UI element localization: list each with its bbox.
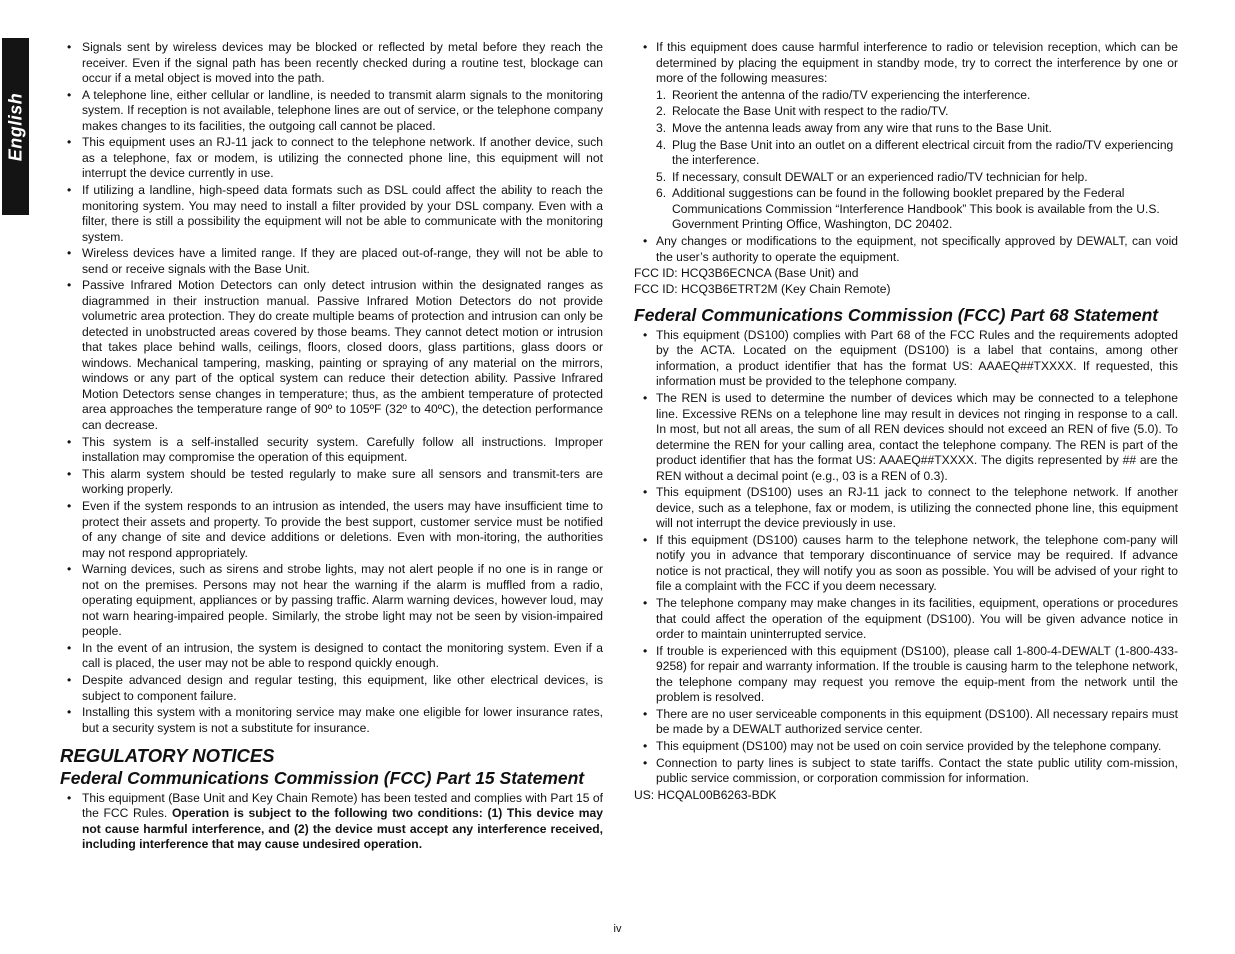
interference-list <box>634 40 1178 265</box>
us-identifier: US: HCQAL00B6263-BDK <box>634 788 777 802</box>
list-item: • If utilizing a landline, high-speed data formats such as DSL could affect the ability to reach the monitoring system. You may need to install a filter provided by your DSL company. Even with a filter, there is still a possibility the equipment will not be able to communicate with the monitoring system. <box>60 183 603 245</box>
page-number: iv <box>613 923 622 935</box>
part15-list <box>60 791 603 853</box>
list-item: • Connection to party lines is subject to state tariffs. Contact the state public utility com-mission, public service commission, or corporation commission for information. <box>634 756 1178 787</box>
list-item: • If trouble is experienced with this equipment (DS100), please call 1-800-4-DEWALT (1-800-433-9258) for repair and warranty information. If the trouble is causing harm to the telephone network, the telephone company may request you remove the equip-ment from the network until the problem is resolved. <box>634 644 1178 706</box>
fcc-id-remote: FCC ID: HCQ3B6ETRT2M (Key Chain Remote) <box>634 281 891 296</box>
measure-item: 4. Plug the Base Unit into an outlet on a different electrical circuit from the radio/TV experiencing the interference. <box>656 137 1174 168</box>
list-item: • This system is a self-installed security system. Carefully follow all instructions. Improper installation may compromise the operation of this equipment. <box>60 435 603 466</box>
measures-list <box>656 88 1178 233</box>
list-item <box>60 791 603 853</box>
interference-intro: If this equipment does cause harmful interference to radio or television reception, which can be determined by placing the equipment in standby mode, try to correct the interference by one or more of the following measures: <box>656 40 1178 85</box>
list-item: • This equipment (DS100) may not be used on coin service provided by the telephone company. <box>634 739 1178 755</box>
list-item: • The REN is used to determine the number of devices which may be connected to a telephone line. Excessive RENs on a telephone line may result in devices not ringing in response to a call. In most, but not all areas, the sum of all REN devices should not exceed an REN of five (5.0). To determine the REN for your calling area, contact the telephone company. The REN is part of the product identifier that has the format US: AAAEQ##TXXXX. The digits represented by ## are the REN without a decimal point (e.g., 03 is a REN of 0.3). <box>634 391 1178 484</box>
regulatory-notices-heading: REGULATORY NOTICES <box>60 745 275 767</box>
list-item: • Even if the system responds to an intrusion as intended, the users may have insufficient time to protect their assets and property. To provide the best support, customer service must be notified of any change of site and device additions or deletions. Even with mon-itoring, the authorities may not respond appropriately. <box>60 499 603 561</box>
measure-item: 5. If necessary, consult DEWALT or an experienced radio/TV technician for help. <box>656 169 1088 184</box>
list-item: • This equipment uses an RJ-11 jack to connect to the telephone network. If another device, such as a telephone, fax or modem, is utilizing the connected phone line, this equipment will not interrupt the device currently in use. <box>60 135 603 182</box>
language-tab <box>2 38 29 215</box>
measure-item: 2. Relocate the Base Unit with respect to the radio/TV. <box>656 104 949 119</box>
list-item: • The telephone company may make changes in its facilities, equipment, operations or procedures that could affect the operation of the equipment (DS100). You will be given advance notice in order to maintain uninterrupted service. <box>634 596 1178 643</box>
measure-item: 3. Move the antenna leads away from any wire that runs to the Base Unit. <box>656 120 1052 135</box>
list-item: • Installing this system with a monitoring service may make one eligible for lower insurance rates, but a security system is not a substitute for insurance. <box>60 705 603 736</box>
fcc-id-base-unit: FCC ID: HCQ3B6ECNCA (Base Unit) and <box>634 266 859 281</box>
fcc-part68-heading: Federal Communications Commission (FCC) Part 68 Statement <box>634 305 1159 326</box>
list-item: • A telephone line, either cellular or landline, is needed to transmit alarm signals to the monitoring system. If reception is not available, telephone lines are out of service, or the telephone company makes changes to its facilities, the outgoing call cannot be placed. <box>60 88 603 135</box>
measure-item: 1. Reorient the antenna of the radio/TV experiencing the interference. <box>656 87 1031 102</box>
list-item: • This alarm system should be tested regularly to make sure all sensors and transmit-ters are working properly. <box>60 467 603 498</box>
fcc-part15-heading: Federal Communications Commission (FCC) Part 15 Statement <box>60 768 585 789</box>
list-item: • There are no user serviceable components in this equipment (DS100). All necessary repairs must be made by a DEWALT authorized service center. <box>634 707 1178 738</box>
list-item: • Any changes or modifications to the equipment, not specifically approved by DEWALT, can void the user’s authority to operate the equipment. <box>634 234 1178 265</box>
part15-intro-text: This equipment (Base Unit and Key Chain Remote) has been tested and complies with Part 15 of the FCC Rules. <box>82 790 603 821</box>
measure-item: 6. Additional suggestions can be found in the following booklet prepared by the Federal Communications Commission “Interference Handbook” This book is available from the U.S. Government Printing Office, Washington, DC 20402. <box>656 186 1160 232</box>
part68-list <box>634 328 1178 787</box>
language-tab-label: English <box>5 92 25 161</box>
list-item: • Wireless devices have a limited range. If they are placed out-of-range, they will not be able to send or receive signals with the Base Unit. <box>60 246 603 277</box>
list-item: • Warning devices, such as sirens and strobe lights, may not alert people if no one is in range or not on the premises. Persons may not hear the warning if the alarm is muffled from a radio, operating equipment, appliances or by passing traffic. Alarm warning devices, however loud, may not warn hearing-impaired people. Similarly, the strobe light may not be seen by vision-impaired people. <box>60 562 603 640</box>
list-item: • If this equipment (DS100) causes harm to the telephone network, the telephone com-pany will notify you in advance that temporary discontinuance of service may be required. If advance notice is not practical, they will notify you as soon as possible. You will be advised of your right to file a complaint with the FCC if you deem necessary. <box>634 533 1178 595</box>
left-column <box>60 40 603 854</box>
list-item: • In the event of an intrusion, the system is designed to contact the monitoring system. Even if a call is placed, the user may not be able to respond quickly enough. <box>60 641 603 672</box>
limitations-list <box>60 40 603 736</box>
right-column <box>634 40 1178 804</box>
part15-conditions-text: Operation is subject to the following two conditions: (1) This device may not cause harmful interference, and (2) the device must accept any interference received, including interference that may cause undesired operation. <box>82 806 603 852</box>
list-item: • This equipment (DS100) uses an RJ-11 jack to connect to the telephone network. If another device, such as a telephone, fax or modem, is utilizing the connected phone line, this equipment will not interrupt the device previously in use. <box>634 485 1178 532</box>
list-item: • Despite advanced design and regular testing, this equipment, like other electrical devices, is subject to component failure. <box>60 673 603 704</box>
list-item <box>634 40 1178 233</box>
list-item: • This equipment (DS100) complies with Part 68 of the FCC Rules and the requirements adopted by the ACTA. Located on the equipment (DS100) is a label that contains, among other information, a product identifier that has the format US: AAAEQ##TXXXX. If requested, this information must be provided to the telephone company. <box>634 328 1178 390</box>
list-item: • Signals sent by wireless devices may be blocked or reflected by metal before they reach the receiver. Even if the signal path has been recently checked during a routine test, blockage can occur if a metal object is moved into the path. <box>60 40 603 87</box>
list-item: • Passive Infrared Motion Detectors can only detect intrusion within the designated ranges as diagrammed in their instruction manual. Passive Infrared Motion Detectors do not provide volumetric area protection. They do create multiple beams of protection and intrusion can only be detected in unobstructed areas covered by those beams. They cannot detect motion or intrusion that takes place behind walls, ceilings, floors, closed doors, glass partitions, glass doors or windows. Mechanical tampering, masking, painting or spraying of any material on the mirrors, windows or any part of the optical system can reduce their detection ability. Passive Infrared Motion Detectors sense changes in temperature; thus, as the ambient temperature of protected area approaches the temperature range of 90º to 105ºF (32º to 40ºC), the detection performance can decrease. <box>60 278 603 433</box>
